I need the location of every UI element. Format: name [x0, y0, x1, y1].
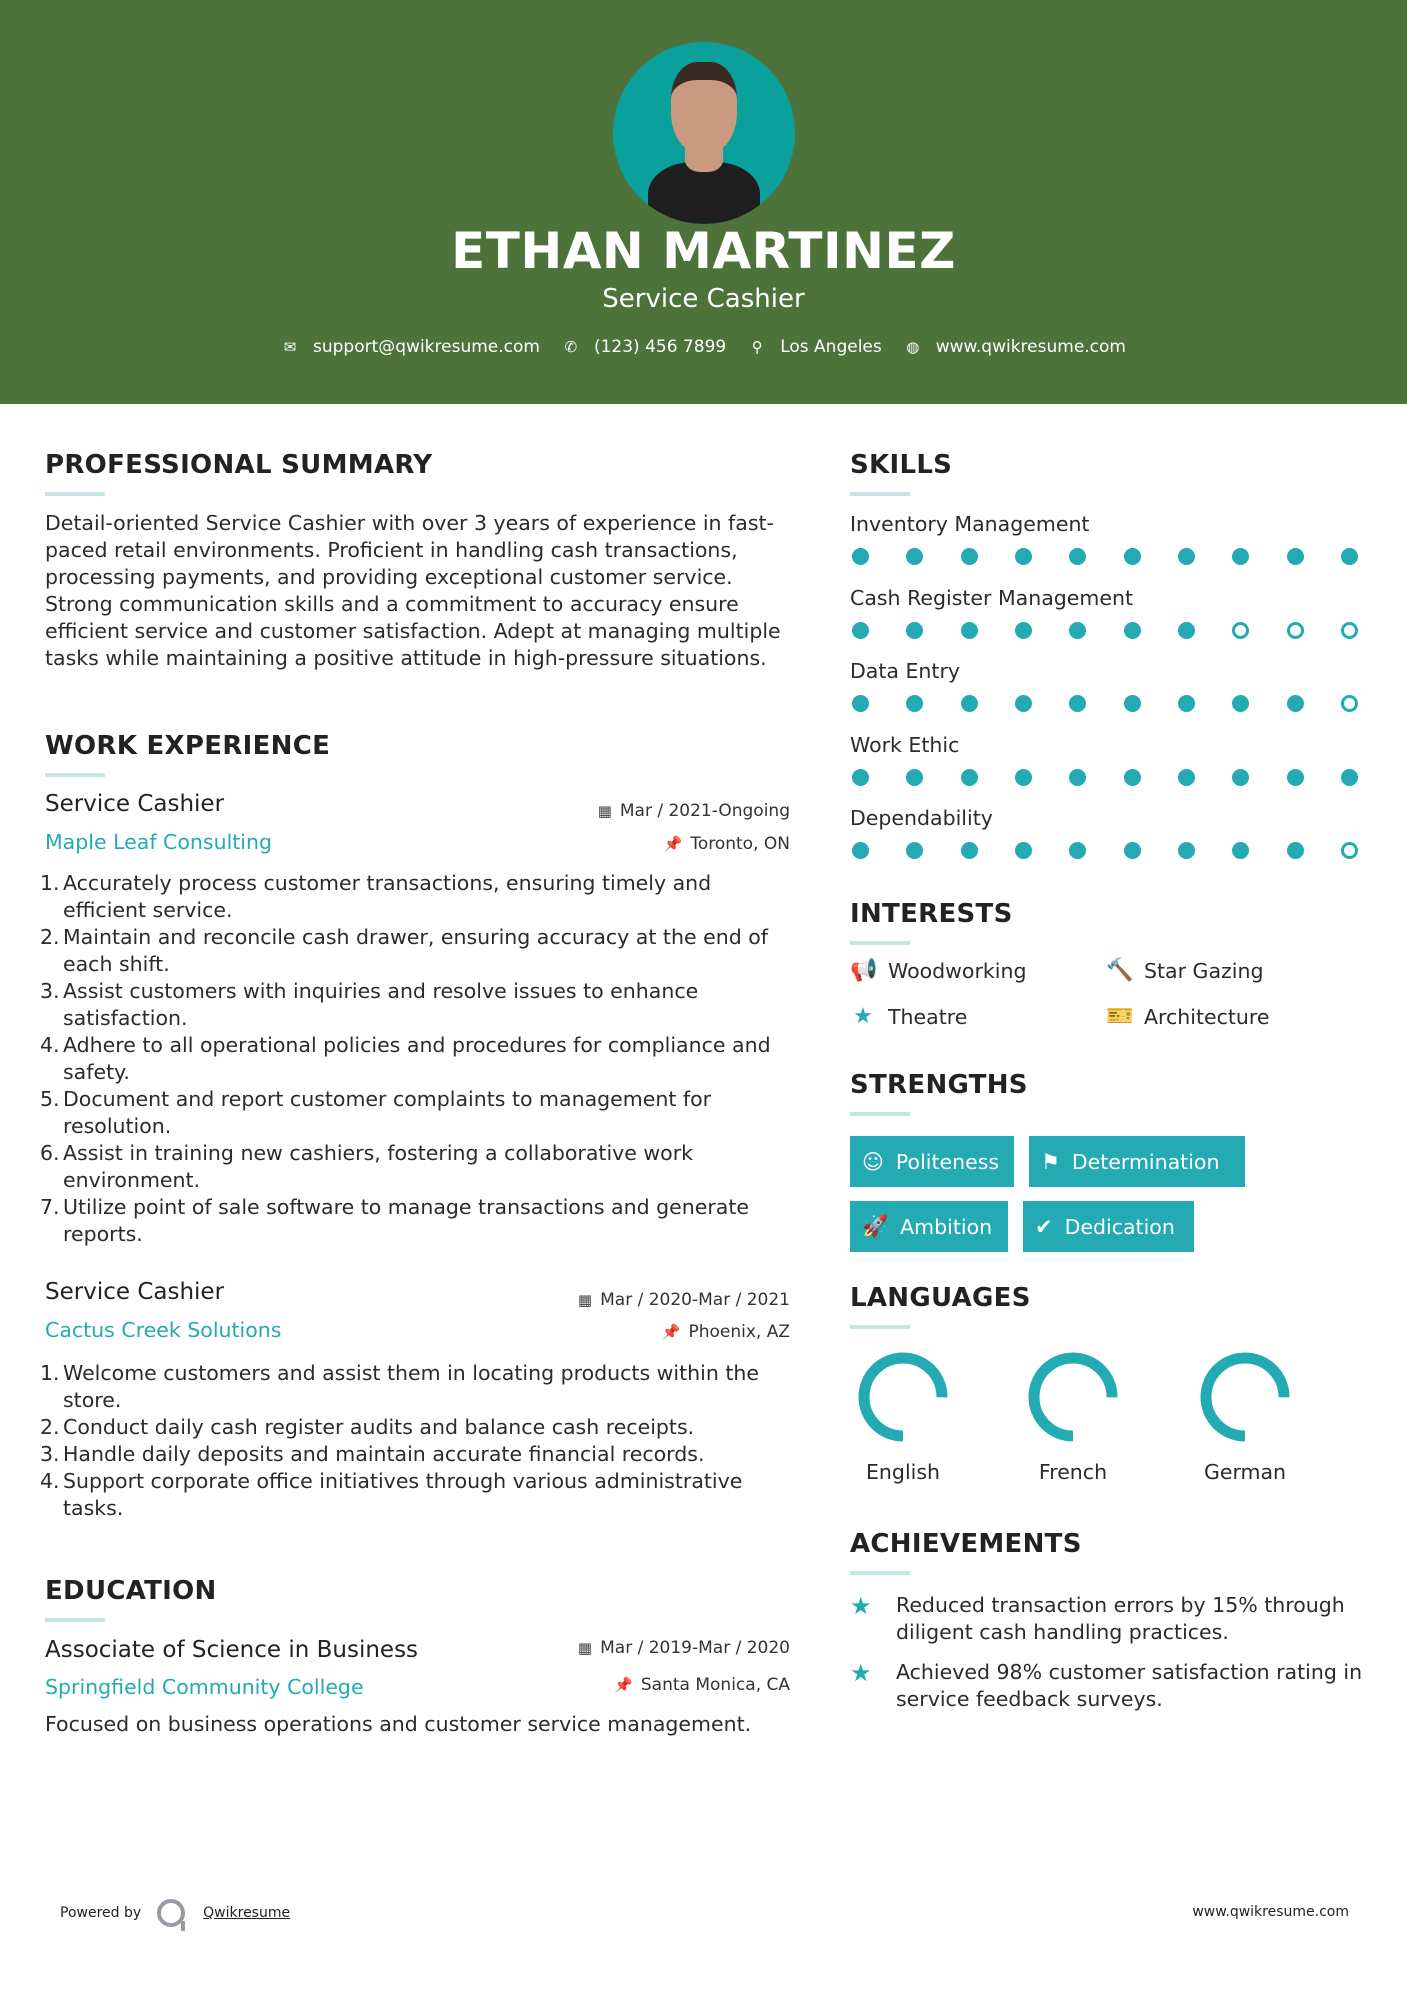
- duty-item: [40, 1414, 795, 1441]
- rating-dot-filled: [1232, 695, 1249, 712]
- rating-dot-filled: [961, 769, 978, 786]
- language-label: German: [1203, 1460, 1287, 1484]
- duty-number: 2.: [40, 1415, 60, 1439]
- language-ring: [1028, 1352, 1118, 1442]
- rating-dot-filled: [1069, 695, 1086, 712]
- ticket-icon: 🎫: [1106, 1004, 1134, 1029]
- skill-rating: [850, 695, 1360, 712]
- skill-name: Inventory Management: [850, 512, 1090, 536]
- achievement-item: [850, 1659, 1370, 1713]
- duty-text: Assist in training new cashiers, fostering a collaborative work environment.: [63, 1141, 694, 1192]
- dates-text: Mar / 2020-Mar / 2021: [600, 1290, 790, 1310]
- strength-chip: [850, 1136, 1014, 1187]
- strength-label: Determination: [1071, 1149, 1220, 1174]
- check-circle-icon: ✔: [1035, 1214, 1053, 1239]
- qwikresume-link[interactable]: Qwikresume: [203, 1905, 291, 1921]
- rating-dot-filled: [1069, 769, 1086, 786]
- skill-item: [850, 659, 1360, 733]
- duty-item: [40, 1032, 795, 1086]
- language-ring: [858, 1352, 948, 1442]
- duty-number: 7.: [40, 1195, 60, 1219]
- duty-text: Assist customers with inquiries and resolve issues to enhance satisfaction.: [63, 979, 699, 1030]
- interest-item: [850, 958, 1026, 983]
- phone-icon: ✆: [564, 338, 578, 356]
- strength-chip: [1029, 1136, 1245, 1187]
- rating-dot-filled: [1178, 548, 1195, 565]
- location-text: Phoenix, AZ: [688, 1322, 790, 1342]
- qwikresume-logo-icon: [157, 1899, 185, 1927]
- rating-dot-filled: [1124, 769, 1141, 786]
- megaphone-icon: 📢: [850, 958, 878, 983]
- resume-header: [0, 0, 1407, 404]
- phone-text: (123) 456 7899: [593, 337, 727, 357]
- rating-dot-filled: [1015, 548, 1032, 565]
- skill-item: [850, 806, 1360, 880]
- skill-rating: [850, 622, 1360, 639]
- skill-name: Dependability: [850, 806, 993, 830]
- rating-dot-filled: [1178, 622, 1195, 639]
- location-text: Los Angeles: [780, 337, 882, 357]
- rating-dot-filled: [1178, 842, 1195, 859]
- language-label: English: [865, 1460, 941, 1484]
- location-text: Santa Monica, CA: [640, 1675, 790, 1695]
- rating-dot-filled: [1124, 695, 1141, 712]
- company-name[interactable]: Cactus Creek Solutions: [45, 1318, 282, 1342]
- rating-dot-filled: [852, 695, 869, 712]
- shooting-star-icon: ★: [850, 1659, 872, 1687]
- powered-by-label: Powered by: [60, 1905, 142, 1921]
- rating-dot-filled: [1069, 622, 1086, 639]
- language-level-arc: [864, 1358, 942, 1436]
- contact-email[interactable]: [281, 337, 540, 357]
- star-icon: ★: [853, 1004, 873, 1029]
- dates-text: Mar / 2021-Ongoing: [619, 801, 790, 821]
- duty-text: Document and report customer complaints to management for resolution.: [63, 1087, 712, 1138]
- duty-text: Conduct daily cash register audits and balance cash receipts.: [63, 1415, 695, 1439]
- rating-dot-filled: [906, 695, 923, 712]
- rating-dot-filled: [1015, 695, 1032, 712]
- skill-name: Data Entry: [850, 659, 961, 683]
- job-title: Service Cashier: [45, 1279, 225, 1305]
- rating-dot-filled: [961, 842, 978, 859]
- duty-item: [40, 1441, 795, 1468]
- achievements-heading: ACHIEVEMENTS: [850, 1529, 1082, 1559]
- rating-dot-filled: [1287, 548, 1304, 565]
- skills-list: [850, 512, 1360, 880]
- education-location: [614, 1675, 790, 1695]
- summary-text: Detail-oriented Service Cashier with over 3 years of experience in fast-paced retail environments. Proficient in handling cash transactions, processing payments, and providing exceptional customer service. Strong communication skills and a commitment to accuracy ensure efficient service and customer satisfaction. Adept at managing multiple tasks while maintaining a positive attitude in high-pressure situations.: [45, 511, 781, 670]
- education-heading: EDUCATION: [45, 1576, 217, 1606]
- duty-text: Welcome customers and assist them in locating products within the store.: [63, 1361, 759, 1412]
- job-dates: [578, 1290, 790, 1310]
- degree-title: Associate of Science in Business: [45, 1637, 419, 1663]
- rating-dot-filled: [852, 548, 869, 565]
- duty-number: 3.: [40, 979, 60, 1003]
- pushpin-icon: 📌: [663, 835, 683, 853]
- skills-heading: SKILLS: [850, 450, 953, 480]
- company-name[interactable]: Maple Leaf Consulting: [45, 830, 273, 854]
- summary-heading: PROFESSIONAL SUMMARY: [45, 450, 433, 480]
- duty-item: [40, 978, 795, 1032]
- interest-label: Woodworking: [888, 958, 1027, 983]
- interest-label: Theatre: [888, 1004, 968, 1029]
- duty-text: Support corporate office initiatives through various administrative tasks.: [63, 1469, 743, 1520]
- duty-item: [40, 870, 795, 924]
- rating-dot-filled: [1232, 548, 1249, 565]
- skill-item: [850, 512, 1360, 586]
- language-item: [1008, 1352, 1138, 1484]
- rating-dot-filled: [1341, 769, 1358, 786]
- language-item: [838, 1352, 968, 1484]
- language-label: French: [1038, 1460, 1108, 1484]
- duty-item: [40, 1468, 795, 1522]
- duty-text: Utilize point of sale software to manage transactions and generate reports.: [63, 1195, 749, 1246]
- strength-chip: [850, 1201, 1008, 1252]
- duty-number: 4.: [40, 1469, 60, 1493]
- rating-dot-filled: [852, 769, 869, 786]
- smile-icon: ☺: [862, 1149, 884, 1174]
- rating-dot-filled: [1178, 695, 1195, 712]
- skill-item: [850, 733, 1360, 807]
- rating-dot-filled: [1232, 769, 1249, 786]
- calendar-icon: ▦: [577, 1291, 593, 1309]
- experience-heading: WORK EXPERIENCE: [45, 731, 331, 761]
- rating-dot-filled: [1232, 842, 1249, 859]
- rating-dot-filled: [1015, 622, 1032, 639]
- job-duties: [40, 870, 795, 1248]
- duty-number: 1.: [40, 871, 60, 895]
- job-location: [664, 834, 790, 854]
- interest-label: Architecture: [1144, 1004, 1270, 1029]
- flag-icon: ⚑: [1041, 1149, 1060, 1174]
- job-dates: [598, 801, 790, 821]
- footer-url[interactable]: www.qwikresume.com: [1192, 1904, 1349, 1920]
- dates-text: Mar / 2019-Mar / 2020: [600, 1638, 790, 1658]
- contact-location: [748, 337, 882, 357]
- rating-dot-filled: [906, 622, 923, 639]
- strengths-heading: STRENGTHS: [850, 1070, 1028, 1100]
- rating-dot-filled: [1124, 548, 1141, 565]
- skill-item: [850, 586, 1360, 660]
- website-text: www.qwikresume.com: [935, 337, 1126, 357]
- candidate-title: Service Cashier: [602, 284, 805, 314]
- rating-dot-filled: [1341, 548, 1358, 565]
- shooting-star-icon: ★: [850, 1592, 872, 1620]
- gavel-icon: 🔨: [1106, 958, 1134, 983]
- duty-text: Maintain and reconcile cash drawer, ensuring accuracy at the end of each shift.: [63, 925, 768, 976]
- rating-dot-empty: [1341, 695, 1358, 712]
- language-item: [1180, 1352, 1310, 1484]
- skill-name: Work Ethic: [850, 732, 960, 757]
- rating-dot-filled: [1069, 842, 1086, 859]
- rocket-icon: 🚀: [862, 1214, 889, 1238]
- strength-label: Politeness: [895, 1149, 1000, 1174]
- rating-dot-filled: [961, 695, 978, 712]
- duty-item: [40, 1140, 795, 1194]
- envelope-icon: ✉: [283, 338, 297, 356]
- rating-dot-filled: [1124, 842, 1141, 859]
- education-dates: [578, 1638, 790, 1658]
- duty-number: 6.: [40, 1141, 60, 1165]
- interest-item: [1106, 1004, 1270, 1029]
- strength-label: Dedication: [1064, 1214, 1175, 1239]
- duty-text: Handle daily deposits and maintain accurate financial records.: [63, 1442, 705, 1466]
- duty-text: Adhere to all operational policies and procedures for compliance and safety.: [63, 1033, 771, 1084]
- language-level-arc: [1034, 1358, 1112, 1436]
- interest-item: [1106, 958, 1263, 983]
- interests-heading: INTERESTS: [850, 899, 1013, 929]
- language-level-arc: [1206, 1358, 1284, 1436]
- duty-number: 4.: [40, 1033, 60, 1057]
- rating-dot-filled: [961, 548, 978, 565]
- rating-dot-filled: [906, 842, 923, 859]
- duty-item: [40, 1194, 795, 1248]
- rating-dot-filled: [1069, 548, 1086, 565]
- rating-dot-empty: [1341, 622, 1358, 639]
- rating-dot-filled: [1287, 842, 1304, 859]
- duty-number: 2.: [40, 925, 60, 949]
- duty-number: 1.: [40, 1361, 60, 1385]
- job-title: Service Cashier: [45, 791, 225, 817]
- interest-item: [850, 1004, 967, 1029]
- achievement-item: [850, 1592, 1370, 1646]
- rating-dot-filled: [852, 842, 869, 859]
- skill-rating: [850, 769, 1360, 786]
- rating-dot-filled: [961, 622, 978, 639]
- rating-dot-filled: [1015, 769, 1032, 786]
- duty-item: [40, 1360, 795, 1414]
- interest-label: Star Gazing: [1144, 958, 1264, 983]
- powered-by: [60, 1899, 290, 1927]
- duty-item: [40, 1086, 795, 1140]
- rating-dot-filled: [852, 622, 869, 639]
- pushpin-icon: 📌: [614, 1676, 633, 1694]
- strength-chip: [1023, 1201, 1194, 1252]
- rating-dot-filled: [1287, 769, 1304, 786]
- duty-number: 3.: [40, 1442, 60, 1466]
- rating-dot-filled: [1015, 842, 1032, 859]
- rating-dot-empty: [1341, 842, 1358, 859]
- email-text: support@qwikresume.com: [313, 337, 540, 357]
- calendar-icon: ▦: [577, 1639, 593, 1657]
- achievement-text: Achieved 98% customer satisfaction rating in service feedback surveys.: [896, 1660, 1363, 1711]
- skill-name: Cash Register Management: [850, 585, 1134, 610]
- duty-item: [40, 924, 795, 978]
- contact-bar: [0, 337, 1407, 357]
- language-ring: [1200, 1352, 1290, 1442]
- rating-dot-filled: [1124, 622, 1141, 639]
- rating-dot-empty: [1232, 622, 1249, 639]
- rating-dot-filled: [906, 769, 923, 786]
- contact-website[interactable]: [904, 337, 1126, 357]
- rating-dot-filled: [906, 548, 923, 565]
- candidate-name: ETHAN MARTINEZ: [451, 222, 956, 280]
- pushpin-icon: 📌: [661, 1323, 681, 1341]
- education-description: Focused on business operations and customer service management.: [45, 1712, 752, 1736]
- rating-dot-empty: [1287, 622, 1304, 639]
- strength-label: Ambition: [900, 1214, 993, 1239]
- languages-heading: LANGUAGES: [850, 1283, 1031, 1313]
- school-name[interactable]: Springfield Community College: [45, 1675, 364, 1699]
- calendar-icon: ▦: [597, 802, 612, 820]
- globe-icon: ◍: [906, 338, 920, 356]
- duty-text: Accurately process customer transactions, ensuring timely and efficient service.: [63, 871, 712, 922]
- rating-dot-filled: [1287, 695, 1304, 712]
- location-text: Toronto, ON: [690, 834, 790, 854]
- skill-rating: [850, 842, 1360, 859]
- rating-dot-filled: [1178, 769, 1195, 786]
- job-duties: [40, 1360, 795, 1522]
- duty-number: 5.: [40, 1087, 60, 1111]
- contact-phone[interactable]: [562, 337, 726, 357]
- skill-rating: [850, 548, 1360, 565]
- achievement-text: Reduced transaction errors by 15% through diligent cash handling practices.: [896, 1593, 1345, 1644]
- profile-photo: [613, 42, 795, 224]
- map-pin-icon: ⚲: [751, 338, 763, 356]
- job-location: [662, 1322, 790, 1342]
